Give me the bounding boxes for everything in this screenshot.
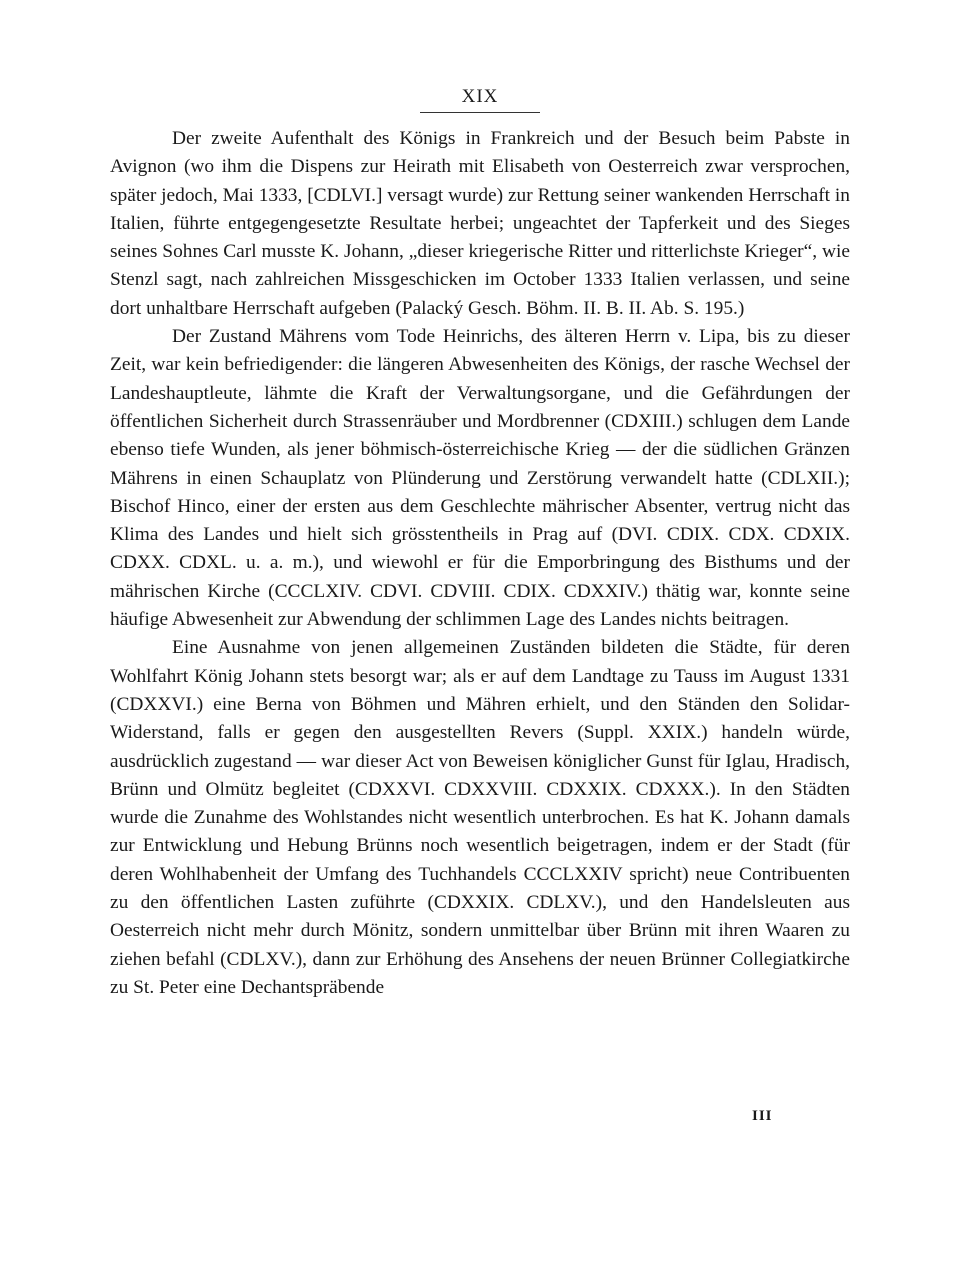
page-body [110,86,850,1124]
page-number: XIX [461,86,499,107]
paragraph-2: Der Zustand Mährens vom Tode Heinrichs, des älteren Herrn v. Lipa, bis zu dieser Zeit, war kein befriedigender: die längeren Abwesenheiten des Königs, der rasche Wechsel der Landeshauptleute, lähmte die Kraft der Verwaltungsorgane, und die Gefährdungen der öffentlichen Sicherheit durch Strassenräuber und Mordbrenner (CDXIII.) schlugen dem Lande ebenso tiefe Wunden, als jener böhmisch-österreichische Krieg — der die südlichen Gränzen Mährens in einen Schauplatz von Plünderung und Zerstörung verwandelt hatte (CDLXII.); Bischof Hinco, einer der ersten aus dem Geschlechte mährischer Absenter, vertrug nicht das Klima des Landes und hielt sich grösstentheils in Prag auf (DVI. CDIX. CDX. CDXIX. CDXX. CDXL. u. a. m.), und wiewohl er für die Emporbringung des Bisthums und der mährischen Kirche (CCCLXIV. CDVI. CDVIII. CDIX. CDXXIV.) thätig war, konnte seine häufige Abwesenheit zur Abwendung der schlimmen Lage des Landes nichts beitragen. [110,326,850,631]
header-rule [420,112,540,113]
paragraph-1: Der zweite Aufenthalt des Königs in Frankreich und der Besuch beim Pabste in Avignon (wo ihm die Dispens zur Heirath mit Elisabeth von Oesterreich zwar versprochen, später jedoch, Mai 1333, [CDLVI.] versagt wurde) zur Rettung seiner wankenden Herrschaft in Italien, führte entgegengesetzte Resultate herbei; ungeachtet der Tapferkeit und des Sieges seines Sohnes Carl musste K. Johann, „dieser kriegerische Ritter und ritterlichste Krieger“, wie Stenzl sagt, nach zahlreichen Missgeschicken im October 1333 Italien verlassen, und seine dort unhaltbare Herrschaft aufgeben (Palacký Gesch. Böhm. II. B. II. Ab. S. 195.) [110,128,850,319]
paragraph-3: Eine Ausnahme von jenen allgemeinen Zuständen bildeten die Städte, für deren Wohlfahrt König Johann stets besorgt war; als er auf dem Landtage zu Tauss im August 1331 (CDXXVI.) eine Berna von Böhmen und Mähren erhielt, und den Ständen den Solidar-Widerstand, falls er gegen den ausgestellten Revers (Suppl. XXIX.) handeln würde, ausdrücklich zugestand — war dieser Act von Beweisen königlicher Gunst für Iglau, Hradisch, Brünn und Olmütz begleitet (CDXXVI. CDXXVIII. CDXXIX. CDXXX.). In den Städten wurde die Zunahme des Wohlstandes nicht wesentlich unterbrochen. Es hat K. Johann damals zur Entwicklung und Hebung Brünns noch wesentlich beigetragen, indem er der Stadt (für deren Wohlhabenheit der Umfang des Tuchhandels CCCLXXIV spricht) neue Contribuenten zu den öffentlichen Lasten zuführte (CDXXIX. CDLXV.), und den Handelsleuten aus Oesterreich nicht mehr durch Mönitz, sondern unmittelbar über Brünn mit ihren Waaren zu ziehen befahl (CDLXV.), dann zur Erhöhung des Ansehens der neuen Brünner Collegiatkirche zu St. Peter eine Dechantspräbende [110,637,850,998]
signature-mark: III [752,1108,773,1124]
